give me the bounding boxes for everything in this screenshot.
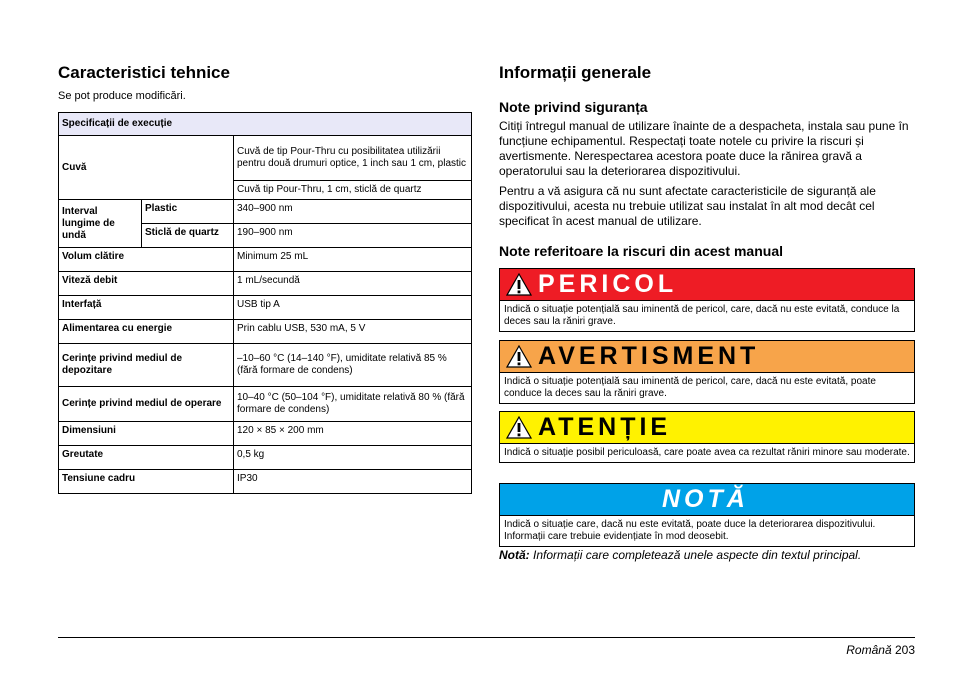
table-row <box>59 446 472 470</box>
row-label: Tensiune cadru <box>59 470 234 494</box>
hazard-word: AVERTISMENT <box>538 342 760 370</box>
safety-paragraph-1: Citiți întregul manual de utilizare înainte de a despacheta, instala sau pune în funcțiune echipamentul. Respectați toate notele cu privire la riscuri și avertismente. Nerespectarea acestora poate duce la rănirea gravă a operatorului sau la deteriorarea dispozitivului. <box>499 119 909 178</box>
safety-heading: Note privind siguranța <box>499 99 648 115</box>
row-value: 10–40 °C (50–104 °F), umiditate relativă 80 % (fără formare de condens) <box>234 387 472 422</box>
table-row <box>59 272 472 296</box>
table-row <box>59 470 472 494</box>
table-row <box>59 200 472 224</box>
warning-triangle-icon <box>506 345 532 368</box>
hazard-bar <box>500 484 914 516</box>
row-value: 0,5 kg <box>234 446 472 470</box>
warning-triangle-icon <box>506 273 532 296</box>
footer-divider <box>58 637 915 638</box>
row-label: Greutate <box>59 446 234 470</box>
row-value: USB tip A <box>234 296 472 320</box>
hazard-bar <box>500 269 914 301</box>
hazard-description: Indică o situație care, dacă nu este evitată, poate duce la deteriorarea dispozitivului. Informații care trebuie evidențiate în mod deosebit. <box>504 519 876 542</box>
table-row <box>59 296 472 320</box>
table-row <box>59 320 472 344</box>
row-value: IP30 <box>234 470 472 494</box>
safety-paragraph-2: Pentru a vă asigura că nu sunt afectate caracteristicile de siguranță ale dispozitivului, acesta nu trebuie utilizat sau instalat în alt mod decât cel specificat în acest manual de utilizare. <box>499 184 876 228</box>
row-label: Interfață <box>59 296 234 320</box>
hazard-bar <box>500 412 914 444</box>
table-row <box>59 344 472 387</box>
row-label: Dimensiuni <box>59 422 234 446</box>
note-text: Informații care completează unele aspecte din textul principal. <box>529 548 862 562</box>
row-value: 1 mL/secundă <box>234 272 472 296</box>
risk-heading: Note referitoare la riscuri din acest manual <box>499 243 783 259</box>
row-value: Prin cablu USB, 530 mA, 5 V <box>234 320 472 344</box>
row-label: Volum clătire <box>59 248 234 272</box>
table-row <box>59 248 472 272</box>
hazard-description: Indică o situație potențială sau iminentă de pericol, care, dacă nu este evitată, poate conduce la deces sau la răniri grave. <box>504 376 876 399</box>
table-row <box>59 387 472 422</box>
row-value: –10–60 °C (14–140 °F), umiditate relativă 85 % (fără formare de condens) <box>234 344 472 387</box>
hazard-word: ATENȚIE <box>538 413 672 441</box>
note-label: Notă: <box>499 548 530 562</box>
cuva-value-1: Cuvă de tip Pour-Thru cu posibilitatea utilizării pentru două drumuri optice, 1 inch sau 1 cm, plastic <box>234 136 472 181</box>
right-column <box>499 62 915 260</box>
row-label: Viteză debit <box>59 272 234 296</box>
hazard-description: Indică o situație potențială sau iminentă de pericol, care, dacă nu este evitată, conduce la deces sau la răniri grave. <box>504 304 900 327</box>
table-row <box>59 422 472 446</box>
section-title: Informații generale <box>499 63 652 82</box>
table-header-row <box>59 113 472 136</box>
page-number: 203 <box>894 643 915 657</box>
hazard-word: NOTĂ <box>662 485 749 513</box>
hazard-description: Indică o situație posibil periculoasă, care poate avea ca rezultat răniri minore sau moderate. <box>504 447 910 458</box>
left-column <box>58 62 471 494</box>
spec-table <box>58 112 472 494</box>
hazard-box-atentie <box>499 411 915 463</box>
footer-language: Română <box>846 643 892 657</box>
note-line <box>499 548 915 563</box>
cuva-label: Cuvă <box>59 136 234 200</box>
interval-label: Interval lungime de undă <box>59 200 142 248</box>
hazard-bar <box>500 341 914 373</box>
plastic-label: Plastic <box>142 200 234 224</box>
table-row <box>59 136 472 181</box>
cuva-value-2: Cuvă tip Pour-Thru, 1 cm, sticlă de quartz <box>234 181 472 200</box>
hazard-box-nota <box>499 483 915 547</box>
footer <box>846 643 915 657</box>
row-value: Minimum 25 mL <box>234 248 472 272</box>
table-header: Specificații de execuție <box>59 113 472 136</box>
plastic-value: 340–900 nm <box>234 200 472 224</box>
row-label: Cerințe privind mediul de depozitare <box>59 344 234 387</box>
hazard-word: PERICOL <box>538 270 678 298</box>
hazard-box-avertisment <box>499 340 915 404</box>
quartz-label: Sticlă de quartz <box>142 224 234 248</box>
section-title: Caracteristici tehnice <box>58 63 230 82</box>
row-label: Cerințe privind mediul de operare <box>59 387 234 422</box>
warning-triangle-icon <box>506 416 532 439</box>
row-label: Alimentarea cu energie <box>59 320 234 344</box>
row-value: 120 × 85 × 200 mm <box>234 422 472 446</box>
quartz-value: 190–900 nm <box>234 224 472 248</box>
modification-note: Se pot produce modificări. <box>58 90 186 102</box>
hazard-box-pericol <box>499 268 915 332</box>
